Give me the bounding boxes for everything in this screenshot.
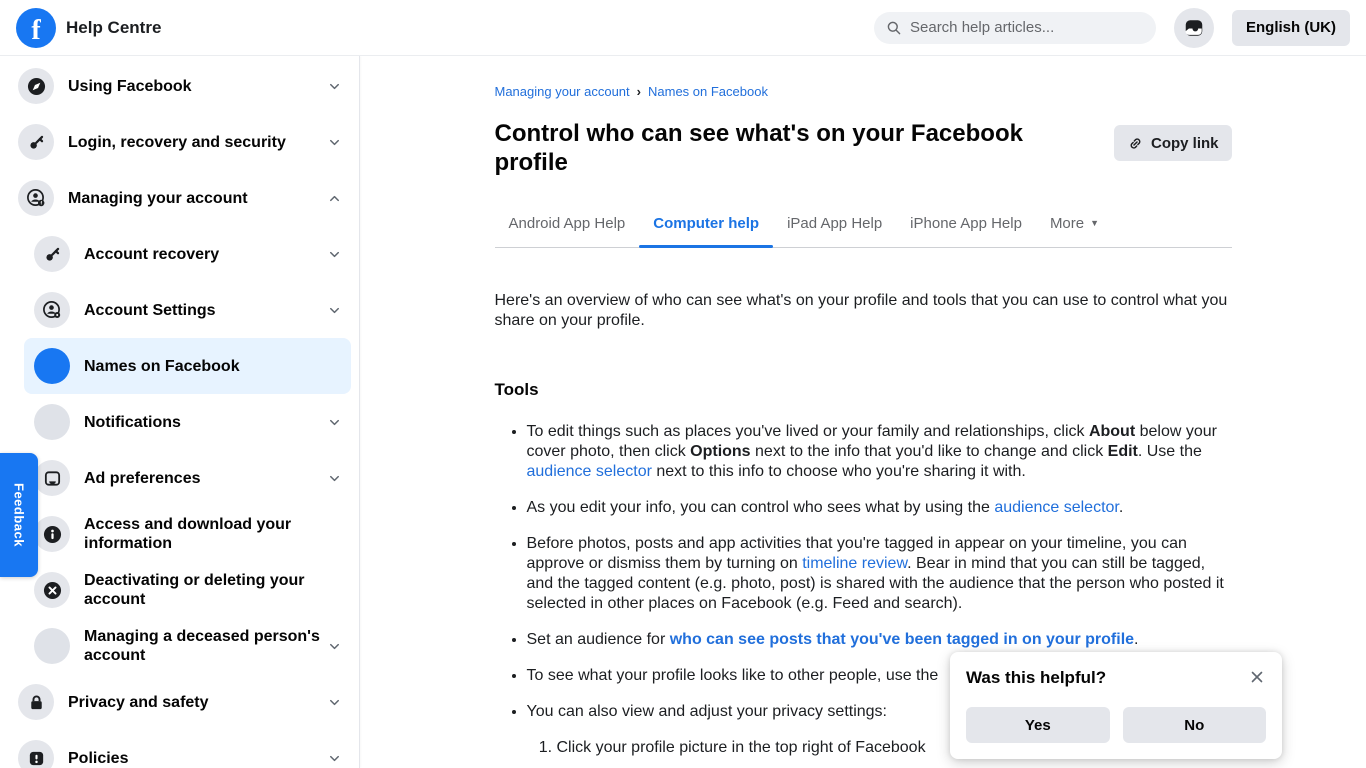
caret-down-icon: ▼ [1090,218,1100,228]
tab-label: Android App Help [508,214,626,232]
sidebar-item[interactable] [24,338,351,394]
sidebar-item[interactable] [8,674,351,730]
x-circle-icon [34,572,70,608]
tab-android-app-help[interactable] [495,199,640,247]
inline-link[interactable]: audience selector [994,499,1119,516]
text-segment: You can also view and adjust your privacy settings: [526,703,887,720]
tab-more[interactable] [1036,199,1113,247]
sidebar-item[interactable] [8,450,351,506]
text-segment: As you edit your info, you can control who sees what by using the [526,499,995,516]
sidebar-item-label: Ad preferences [84,469,201,487]
info-circle-icon [34,516,70,552]
text-segment: Set an audience for [526,631,670,648]
text-segment: . [1134,631,1139,648]
article-intro: Here's an overview of who can see what's on your profile and tools that you can use to control what you share on your profile. [494,292,1228,329]
facebook-logo-icon[interactable]: f [16,8,56,48]
sidebar-item[interactable] [8,730,351,768]
sidebar-item[interactable] [8,506,351,562]
text-segment: Click your profile picture in the top right of Facebook [556,739,926,756]
blue-circle-icon [34,348,70,384]
sidebar-item-label: Account recovery [84,245,220,263]
search-input[interactable] [910,19,1144,36]
sidebar-item-label: Access and download your information [84,516,292,552]
screen-icon [34,460,70,496]
sidebar-item-label: Deactivating or deleting your account [84,572,305,608]
tools-list-item [527,534,1232,614]
chevron-down-icon [323,247,345,262]
text-segment: Options [690,443,751,460]
text-segment: . Use the [1137,443,1202,460]
sidebar-item-label: Privacy and safety [68,693,209,711]
tab-label: More [1049,214,1085,232]
chevron-down-icon [323,751,345,766]
tools-heading: Tools [494,380,539,399]
tab-computer-help[interactable] [639,199,773,247]
support-inbox-button[interactable] [1174,8,1214,48]
sidebar-item-label: Managing a deceased person's account [84,628,320,664]
text-segment: Edit [1107,443,1138,460]
tools-list-item [527,630,1232,650]
site-title: Help Centre [66,17,162,37]
key-icon [18,124,54,160]
breadcrumb-link[interactable]: Managing your account [494,84,630,99]
key-icon [34,236,70,272]
copy-link-label: Copy link [1150,134,1219,152]
text-segment: next to this info to choose who you're sharing it with. [651,463,1026,480]
tools-list-item [527,498,1232,518]
sidebar-item[interactable] [8,226,351,282]
breadcrumb-separator: › [636,84,641,99]
yes-button[interactable]: Yes [966,707,1110,743]
helpful-popup-title: Was this helpful? [966,668,1107,687]
inline-link[interactable]: timeline review [802,555,908,572]
chevron-down-icon [323,639,345,654]
sidebar-item-label: Account Settings [84,301,216,319]
text-segment: To see what your profile looks like to other people, use the [526,667,939,684]
text-segment: To edit things such as places you've lived or your family and relationships, click [526,423,1089,440]
text-segment: . Bear in mind that you can still be tagged, and the tagged content (e.g. photo, post) is shared with the audience that the person who posted it selected in other places on Facebook (e.g. Feed and search). [526,555,1224,612]
language-button[interactable]: English (UK) [1232,10,1350,46]
inline-link[interactable]: who can see posts that you've been tagged in on your profile [669,631,1135,648]
page-title: Control who can see what's on your Facebook profile [494,120,1023,176]
helpful-popup [950,652,1282,759]
text-segment: Before photos, posts and app activities that you're tagged in appear on your timeline, you can approve or dismiss them by turning on [526,535,1187,572]
sidebar-item[interactable] [8,282,351,338]
support-inbox-icon [1183,17,1205,39]
tab-label: Computer help [653,214,760,232]
inline-link[interactable]: audience selector [526,463,652,480]
sidebar-item-label: Names on Facebook [84,357,240,375]
svg-text:f: f [40,200,42,206]
sidebar-item-label: Using Facebook [68,77,192,95]
tab-label: iPad App Help [787,214,883,232]
tab-iphone-app-help[interactable] [896,199,1036,247]
sidebar-item-label: Notifications [84,413,181,431]
sidebar-item-label: Policies [68,749,129,767]
lock-icon [18,684,54,720]
person-badge-icon [18,180,54,216]
alert-square-icon [18,740,54,768]
chevron-down-icon [323,471,345,486]
text-segment: next to the info that you'd like to change and click [750,443,1108,460]
sidebar-item[interactable] [8,170,351,226]
chevron-down-icon [323,303,345,318]
chevron-down-icon [323,135,345,150]
text-segment: . [1118,499,1124,516]
sidebar-item[interactable] [8,562,351,618]
sidebar-item-label: Login, recovery and security [68,133,286,151]
breadcrumb-link[interactable]: Names on Facebook [648,84,768,99]
sidebar-item[interactable] [8,618,351,674]
tab-label: iPhone App Help [910,214,1022,232]
no-button[interactable]: No [1123,707,1267,743]
search-bar[interactable] [874,12,1156,44]
gray-circle-icon [34,628,70,664]
breadcrumb [495,84,1232,99]
compass-icon [18,68,54,104]
chevron-down-icon [323,695,345,710]
sidebar-item[interactable] [8,114,351,170]
feedback-tab[interactable]: Feedback [0,453,38,577]
tab-ipad-app-help[interactable] [773,199,896,247]
text-segment: below your cover photo, then click [526,423,1217,460]
sidebar-item[interactable] [8,394,351,450]
tools-list-item [527,422,1232,482]
chevron-down-icon [323,79,345,94]
sidebar-nav [0,56,360,768]
chevron-down-icon [323,415,345,430]
search-icon [886,20,902,36]
sidebar-item[interactable] [8,58,351,114]
close-icon[interactable] [1246,666,1268,691]
sidebar-item-label: Managing your account [68,189,248,207]
copy-link-button[interactable] [1114,125,1232,161]
person-gear-icon [34,292,70,328]
header [0,0,1366,56]
gray-circle-icon [34,404,70,440]
chevron-up-icon [323,191,345,206]
text-segment: About [1088,423,1136,440]
link-icon [1127,135,1144,152]
platform-tabs [495,199,1232,248]
